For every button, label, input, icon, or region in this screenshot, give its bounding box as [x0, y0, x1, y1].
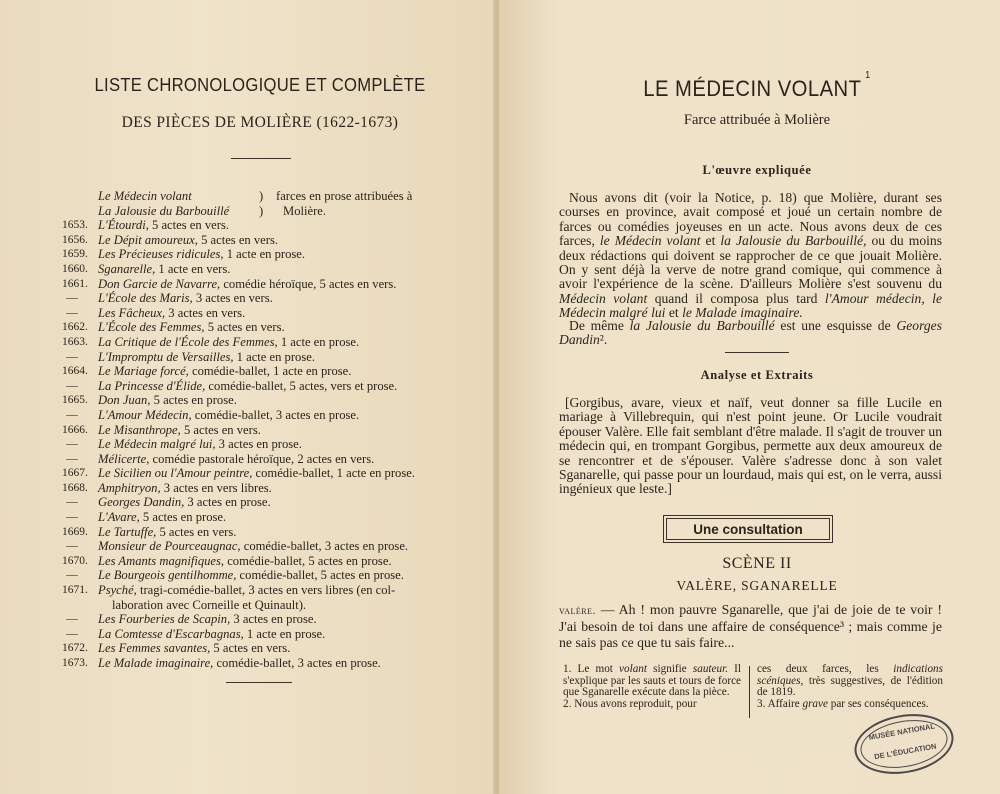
- play-year: 1656.: [62, 233, 88, 246]
- play-row: [62, 423, 462, 438]
- play-description: 5 actes en vers.: [204, 320, 285, 335]
- footnotes-left: 1. Le mot volant signifie sauteur. Il s'explique par les sauts et tours de force que Sganarelle exécute dans la pièce. 2. Nous avons reproduit, pour: [563, 663, 741, 710]
- play-year: 1666.: [62, 423, 88, 436]
- play-row: [62, 233, 462, 248]
- play-description: laboration avec Corneille et Quinault).: [112, 597, 307, 612]
- play-year: —: [66, 452, 78, 465]
- brace-top: ): [259, 189, 264, 203]
- play-description: 1 acte en prose.: [277, 334, 360, 349]
- play-description: 5 actes en vers.: [156, 524, 237, 539]
- play-row: [62, 306, 462, 321]
- play-row: [62, 452, 462, 467]
- plays-list: [62, 189, 462, 671]
- play-title: L'Amour Médecin,: [98, 407, 192, 422]
- paragraph-oeuvre: Nous avons dit (voir la Notice, p. 18) que Molière, durant ses courses en province, avait composé et joué un certain nombre de farces ou comédies joyeuses en un acte. Nous avons deux de ces farces, le Médecin volant et la Jalousie du Barbouillé, ou du moins deux rédactions qui doivent se rapprocher de ce que jouait Molière. On y sent déjà la verve de notre grand comique, qui commence à avoir l'expérience de la scène. D'ailleurs Molière s'est souvenu du Médecin volant quand il composa plus tard l'Amour médecin, le Médecin malgré lui et le Malade imaginaire.: [559, 190, 942, 321]
- play-title: La Princesse d'Élide,: [98, 378, 206, 393]
- play-title: La Comtesse d'Escarbagnas,: [98, 626, 244, 641]
- play-year: —: [66, 511, 78, 524]
- play-row: [62, 510, 462, 525]
- play-row: [62, 568, 462, 583]
- play-year: 1667.: [62, 467, 88, 480]
- play-year: 1665.: [62, 394, 88, 407]
- divider-rule: [725, 352, 789, 353]
- play-description: 5 actes en prose.: [150, 393, 237, 408]
- play-year: 1664.: [62, 365, 88, 378]
- play-title: L'Avare,: [98, 510, 140, 525]
- play-row: [62, 641, 462, 656]
- play-title: Psyché,: [98, 583, 137, 598]
- play-description: 1 acte en prose.: [233, 349, 315, 364]
- play-description: comédie-ballet, 3 actes en prose.: [191, 407, 360, 422]
- play-row: [62, 393, 462, 408]
- title-footnote-ref: 1: [865, 69, 871, 81]
- play-description: 1 acte en prose.: [243, 626, 326, 641]
- play-year: 1670.: [62, 554, 88, 567]
- play-row: [62, 525, 462, 540]
- scene-characters: VALÈRE, SGANARELLE: [676, 578, 838, 593]
- play-title: Les Amants magnifiques,: [98, 553, 225, 568]
- play-description: comédie-ballet, 1 acte en prose.: [252, 466, 415, 481]
- play-description: comédie-ballet, 5 actes en prose.: [224, 553, 392, 568]
- paragraph-summary: [Gorgibus, avare, vieux et naïf, veut donner sa fille Lucile en mariage à Villebrequin, qui n'est point jeune. Or Lucile voudrait épouser Valère. Elle fait semblant d'être malade. Il s'agit de trouver un médecin qui, en trompant Gorgibus, permette aux deux amoureux de se rencontrer et de s'épouser. Valère s'adresse donc à son valet Sganarelle, qui passe pour un lourdaud, mais qui est, on le verra, aussi ingénieux que leste.]: [559, 395, 942, 497]
- play-description: 3 actes en prose.: [184, 495, 271, 510]
- play-row: [62, 379, 462, 394]
- play-description: comédie-ballet, 5 actes en prose.: [236, 568, 404, 583]
- play-year: 1672.: [62, 642, 88, 655]
- play-year: —: [66, 627, 78, 640]
- play-description: comédie héroïque, 5 actes en vers.: [220, 276, 397, 291]
- left-page: [0, 0, 497, 794]
- dialogue-line: valère. — Ah ! mon pauvre Sganarelle, que j'ai de joie de te voir ! J'ai besoin de toi dans une affaire de conséquence³ ; mais comme je ne sais pas ce que tu sais faire...: [559, 602, 942, 650]
- play-year: —: [66, 408, 78, 421]
- play-year: 1663.: [62, 335, 88, 348]
- play-year: —: [66, 540, 78, 553]
- play-row: [62, 277, 462, 292]
- play-title: Don Garcie de Navarre,: [98, 276, 221, 291]
- attributed-note-1: farces en prose attribuées à: [276, 189, 413, 203]
- play-title: Les Fourberies de Scapin,: [98, 612, 231, 627]
- play-year: —: [66, 379, 78, 392]
- play-year: —: [66, 292, 78, 305]
- play-title: Le Tartuffe,: [98, 524, 157, 539]
- footnote-divider: [749, 666, 750, 718]
- play-year: —: [66, 306, 78, 319]
- play-title: Amphitryon,: [98, 480, 161, 495]
- play-title: Mélicerte,: [98, 451, 150, 466]
- play-title: Sganarelle,: [98, 261, 156, 276]
- section-heading-oeuvre: L'œuvre expliquée: [702, 163, 812, 177]
- play-row: [62, 466, 462, 481]
- play-year: 1653.: [62, 219, 88, 232]
- play-row: [62, 247, 462, 262]
- list-subtitle: DES PIÈCES DE MOLIÈRE (1622-1673): [121, 114, 399, 131]
- play-title: Les Fâcheux,: [98, 305, 166, 320]
- play-description: tragi-comédie-ballet, 3 actes en vers libres (en col-: [136, 583, 396, 598]
- play-row: [62, 291, 462, 306]
- play-row: [62, 481, 462, 496]
- play-title: L'École des Femmes,: [98, 320, 205, 335]
- play-title: L'Impromptu de Versailles,: [98, 349, 234, 364]
- play-title: Le Mariage forcé,: [98, 364, 189, 379]
- play-row: [62, 656, 462, 671]
- museum-stamp: MUSÉE NATIONAL DE L'ÉDUCATION: [850, 707, 959, 781]
- play-year: —: [66, 438, 78, 451]
- play-title: Le Misanthrope,: [98, 422, 181, 437]
- play-title: Georges Dandin,: [98, 495, 185, 510]
- play-title: Monsieur de Pourceaugnac,: [98, 539, 241, 554]
- speaker-name: valère.: [559, 605, 596, 617]
- play-year: —: [66, 496, 78, 509]
- play-description: 3 actes en prose.: [215, 437, 302, 452]
- attributed-note-2: Molière.: [283, 203, 327, 218]
- play-row: [62, 437, 462, 452]
- attributed-farces: [62, 189, 462, 218]
- play-row: [62, 364, 462, 379]
- play-title: Le Bourgeois gentilhomme,: [98, 568, 237, 583]
- play-description: 1 acte en prose.: [223, 247, 306, 262]
- play-year: —: [66, 569, 78, 582]
- play-year: —: [66, 350, 78, 363]
- play-description: 5 actes en vers.: [148, 218, 229, 233]
- play-row: [62, 583, 462, 598]
- play-description: comédie pastorale héroïque, 2 actes en vers.: [149, 451, 375, 466]
- play-row: [62, 350, 462, 365]
- play-year: 1668.: [62, 481, 88, 494]
- play-row: [62, 262, 462, 277]
- play-description: comédie-ballet, 5 actes, vers et prose.: [205, 378, 398, 393]
- play-title: LE MÉDECIN VOLANT$^1$: [643, 69, 871, 101]
- play-row: [62, 598, 462, 613]
- play-year: 1662.: [62, 321, 88, 334]
- play-row: [62, 612, 462, 627]
- play-description: 3 actes en vers.: [165, 305, 246, 320]
- play-description: 3 actes en vers.: [192, 291, 273, 306]
- play-subtitle: Farce attribuée à Molière: [683, 112, 831, 128]
- play-description: comédie-ballet, 3 actes en prose.: [240, 539, 409, 554]
- play-title: Don Juan,: [98, 393, 151, 408]
- play-description: comédie-ballet, 1 acte en prose.: [188, 364, 352, 379]
- brace-bottom: ): [259, 203, 264, 218]
- play-year: 1661.: [62, 277, 88, 290]
- divider-rule: [231, 158, 291, 159]
- play-title: Les Femmes savantes,: [98, 641, 211, 656]
- play-year: 1669.: [62, 525, 88, 538]
- play-row: [62, 539, 462, 554]
- play-description: 5 actes en vers.: [210, 641, 291, 656]
- play-title: L'École des Maris,: [98, 291, 193, 306]
- play-year: 1673.: [62, 657, 88, 669]
- play-title: Le Dépit amoureux,: [98, 232, 198, 247]
- divider-rule: [226, 682, 292, 683]
- list-title: LISTE CHRONOLOGIQUE ET COMPLÈTE: [94, 74, 426, 95]
- right-page: [499, 0, 1000, 794]
- play-year: 1660.: [62, 262, 88, 275]
- consultation-box: Une consultation: [663, 515, 833, 543]
- play-title: La Critique de l'École des Femmes,: [98, 334, 278, 349]
- play-title: Les Précieuses ridicules,: [98, 247, 224, 262]
- play-row: [62, 335, 462, 350]
- play-title: L'Étourdi,: [98, 218, 149, 233]
- play-row: [62, 554, 462, 569]
- play-description: 3 actes en prose.: [230, 612, 317, 627]
- play-description: comédie-ballet, 3 actes en prose.: [213, 656, 381, 670]
- play-row: [62, 408, 462, 423]
- section-heading-analyse: Analyse et Extraits: [700, 368, 814, 382]
- play-title: Le Sicilien ou l'Amour peintre,: [98, 466, 253, 481]
- play-description: 3 actes en vers libres.: [160, 480, 272, 495]
- play-title: Le Malade imaginaire,: [98, 656, 214, 670]
- play-year: —: [66, 613, 78, 626]
- play-description: 5 actes en prose.: [139, 510, 227, 525]
- play-year: 1671.: [62, 584, 88, 597]
- paragraph-jalousie: De même la Jalousie du Barbouillé est une esquisse de Georges Dandin².: [559, 318, 942, 348]
- play-description: 5 actes en vers.: [197, 232, 278, 247]
- play-title: Le Médecin malgré lui,: [98, 437, 216, 452]
- play-row: [62, 218, 462, 233]
- play-year: 1659.: [62, 248, 88, 261]
- play-row: [62, 495, 462, 510]
- play-row: [62, 627, 462, 642]
- attributed-play-1: Le Médecin volant: [98, 189, 192, 203]
- play-row: [62, 320, 462, 335]
- play-description: 5 actes en vers.: [180, 422, 261, 437]
- play-description: 1 acte en vers.: [155, 261, 231, 276]
- footnotes-right: ces deux farces, les indications scéniques, très suggestives, de l'édition de 1819. 3. Affaire grave par ses conséquences.: [757, 663, 943, 710]
- attributed-play-2: La Jalousie du Barbouillé: [98, 203, 230, 218]
- scene-heading: SCÈNE II: [722, 555, 792, 572]
